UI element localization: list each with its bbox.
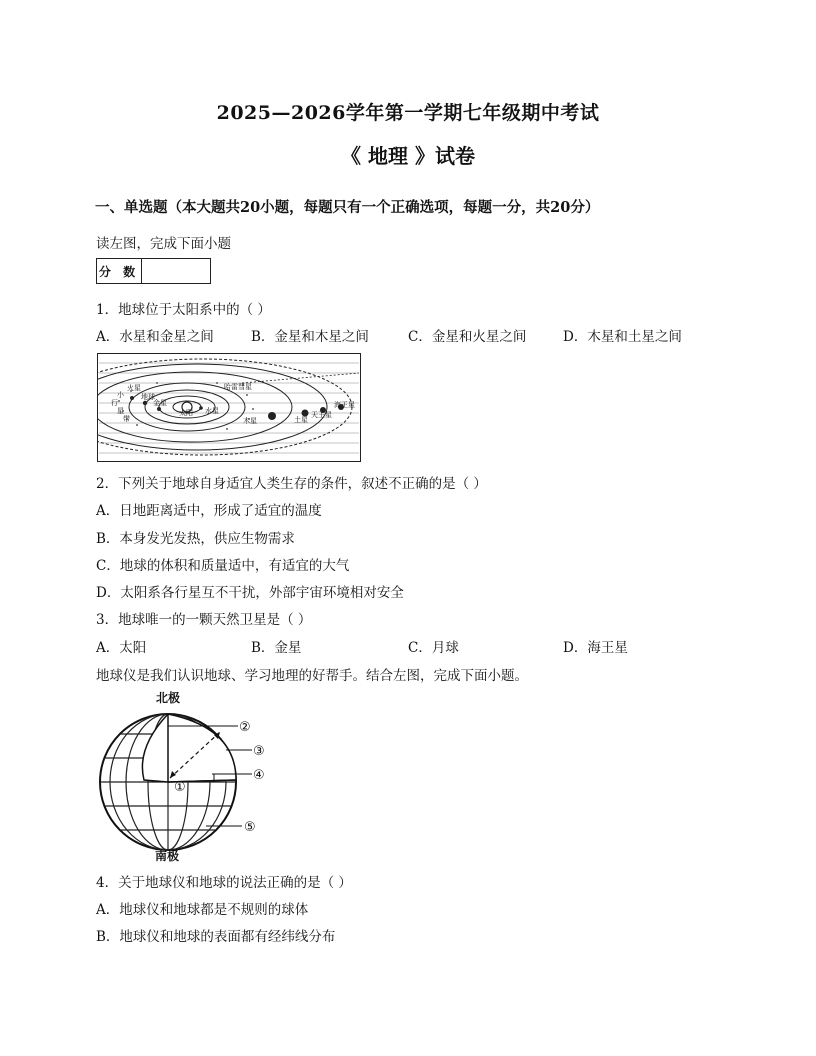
exam-title: 2025—2026学年第一学期七年级期中考试 (216, 102, 600, 124)
label-uranus: 天王星 (311, 411, 332, 419)
solar-system-diagram (97, 353, 361, 462)
q2-option-d[interactable]: D．太阳系各行星互不干扰，外部宇宙环境相对安全 (96, 585, 404, 601)
label-neptune: 海王星 (334, 401, 355, 409)
q4-option-a[interactable]: A．地球仪和地球都是不规则的球体 (96, 902, 309, 918)
label-asteroid-4: 带 (123, 415, 130, 423)
score-box (96, 258, 211, 284)
label-halley-comet: 哈雷彗星 (224, 383, 252, 391)
marker-1: ① (174, 780, 186, 795)
q3-option-d[interactable]: D．海王星 (563, 640, 628, 656)
q1-option-c[interactable]: C．金星和火星之间 (408, 329, 527, 345)
q2-option-b[interactable]: B．本身发光发热，供应生物需求 (96, 531, 295, 547)
question-1-options (96, 325, 736, 345)
q3-option-c[interactable]: C．月球 (408, 640, 459, 656)
question-3-options (96, 636, 736, 656)
q1-option-a[interactable]: A．水星和金星之间 (96, 329, 214, 345)
label-earth: 地球 (141, 393, 155, 401)
question-3-stem: 3．地球唯一的一颗天然卫星是（ ） (96, 612, 312, 628)
label-venus: 金星 (153, 399, 167, 407)
q3-option-b[interactable]: B．金星 (251, 640, 302, 656)
exam-subtitle: 《 地理 》试卷 (341, 144, 475, 168)
intro-text-2: 地球仪是我们认识地球、学习地理的好帮手。结合左图，完成下面小题。 (96, 668, 528, 684)
globe-diagram (96, 688, 276, 864)
q4-option-b[interactable]: B．地球仪和地球的表面都有经纬线分布 (96, 929, 336, 945)
label-mercury: 水星 (205, 407, 219, 415)
marker-3: ③ (253, 744, 265, 759)
section-heading: 一、单选题（本大题共20小题，每题只有一个正确选项，每题一分，共20分） (95, 199, 600, 216)
q1-option-d[interactable]: D．木星和土星之间 (563, 329, 682, 345)
q3-option-a[interactable]: A．太阳 (96, 640, 147, 656)
score-label: 分 数 (97, 259, 142, 283)
intro-text-1: 读左图，完成下面小题 (96, 236, 231, 252)
q2-option-a[interactable]: A．日地距离适中，形成了适宜的温度 (96, 503, 322, 519)
label-asteroid-3: 星 (117, 407, 124, 415)
score-input-cell[interactable] (142, 259, 210, 283)
label-jupiter: 木星 (243, 417, 257, 425)
label-sun: 太阳 (179, 409, 193, 417)
label-saturn: 土星 (294, 416, 308, 424)
q2-option-c[interactable]: C．地球的体积和质量适中，有适宜的大气 (96, 558, 350, 574)
label-mars: 火星 (127, 384, 141, 392)
label-north-pole: 北极 (156, 691, 181, 705)
marker-2: ② (239, 720, 251, 735)
marker-4: ④ (253, 768, 265, 783)
question-2-stem: 2．下列关于地球自身适宜人类生存的条件，叙述不正确的是（ ） (96, 476, 487, 492)
label-south-pole: 南极 (155, 849, 180, 863)
label-asteroid-1: 小 (117, 391, 124, 399)
q1-option-b[interactable]: B．金星和木星之间 (251, 329, 369, 345)
question-4-stem: 4．关于地球仪和地球的说法正确的是（ ） (96, 875, 352, 891)
label-asteroid-2: 行 (111, 399, 118, 407)
question-1-stem: 1．地球位于太阳系中的（ ） (96, 302, 271, 318)
marker-5: ⑤ (244, 820, 256, 835)
